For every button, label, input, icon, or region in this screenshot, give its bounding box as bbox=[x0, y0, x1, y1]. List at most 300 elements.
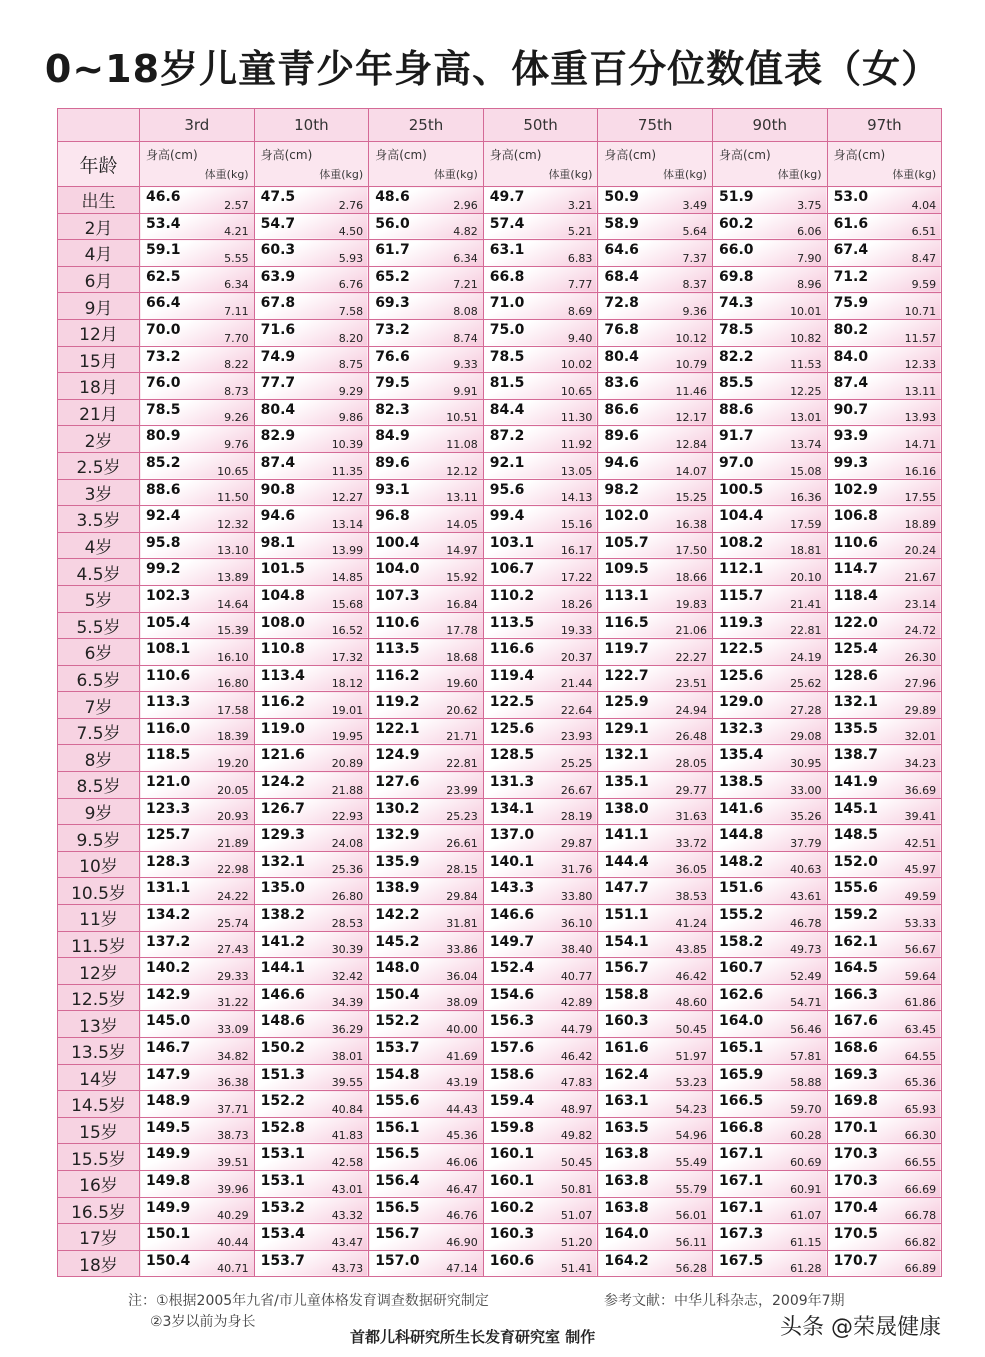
height-weight-subheader bbox=[140, 142, 255, 187]
weight-value: 21.67 bbox=[904, 570, 937, 584]
height-value: 123.3 bbox=[146, 800, 191, 817]
age-cell: 15月 bbox=[58, 346, 140, 373]
height-value: 132.3 bbox=[718, 720, 764, 737]
weight-value: 8.96 bbox=[797, 278, 822, 292]
height-value: 95.6 bbox=[489, 481, 525, 498]
value-cell bbox=[598, 905, 713, 932]
value-cell bbox=[483, 984, 598, 1011]
value-cell bbox=[369, 532, 484, 559]
height-value: 66.4 bbox=[146, 295, 181, 312]
weight-value: 17.58 bbox=[217, 703, 249, 717]
weight-value: 21.06 bbox=[675, 624, 707, 638]
weight-value: 16.10 bbox=[217, 650, 249, 664]
table-row bbox=[58, 240, 942, 267]
weight-value: 3.75 bbox=[797, 198, 822, 212]
weight-value: 56.28 bbox=[675, 1262, 707, 1276]
table-row bbox=[58, 1197, 942, 1224]
weight-value: 8.37 bbox=[682, 278, 707, 292]
weight-value: 18.66 bbox=[675, 570, 707, 584]
weight-value: 40.00 bbox=[446, 1023, 478, 1036]
weight-value: 54.71 bbox=[790, 996, 822, 1010]
weight-value: 18.26 bbox=[560, 597, 593, 611]
weight-value: 49.59 bbox=[904, 890, 937, 904]
value-cell bbox=[369, 1224, 484, 1251]
height-value: 152.8 bbox=[260, 1119, 305, 1136]
value-cell bbox=[140, 1224, 255, 1251]
table-row bbox=[58, 612, 942, 639]
value-cell bbox=[598, 1011, 713, 1038]
weight-value: 43.61 bbox=[790, 890, 822, 904]
weight-value: 2.57 bbox=[224, 198, 249, 212]
weight-value: 29.08 bbox=[790, 730, 822, 744]
height-value: 102.0 bbox=[604, 508, 649, 525]
height-value: 46.6 bbox=[146, 189, 181, 205]
weight-value: 28.15 bbox=[446, 863, 478, 877]
height-value: 167.6 bbox=[833, 1013, 878, 1030]
weight-value: 38.09 bbox=[446, 996, 478, 1010]
percentile-header-row bbox=[58, 109, 942, 142]
weight-value: 13.74 bbox=[790, 437, 822, 451]
value-cell bbox=[369, 1117, 484, 1144]
weight-value: 16.17 bbox=[560, 544, 593, 558]
weight-label: 体重(kg) bbox=[433, 168, 478, 181]
height-value: 87.4 bbox=[833, 375, 869, 392]
height-value: 121.0 bbox=[146, 774, 191, 791]
value-cell bbox=[140, 851, 255, 878]
height-value: 102.3 bbox=[146, 587, 191, 604]
weight-value: 10.65 bbox=[217, 464, 249, 478]
value-cell bbox=[827, 1011, 942, 1038]
height-value: 104.0 bbox=[375, 561, 420, 578]
table-row bbox=[58, 213, 942, 240]
weight-value: 18.68 bbox=[446, 650, 478, 664]
value-cell bbox=[254, 426, 369, 453]
value-cell bbox=[712, 772, 827, 799]
height-value: 153.1 bbox=[260, 1172, 305, 1189]
weight-value: 15.16 bbox=[560, 517, 593, 531]
table-row bbox=[58, 745, 942, 772]
value-cell bbox=[712, 346, 827, 373]
value-cell bbox=[140, 1091, 255, 1118]
height-value: 53.0 bbox=[833, 189, 869, 205]
weight-value: 66.30 bbox=[904, 1129, 937, 1143]
age-cell: 12月 bbox=[58, 319, 140, 346]
weight-value: 19.83 bbox=[675, 597, 707, 611]
value-cell bbox=[827, 1038, 942, 1065]
table-row bbox=[58, 346, 942, 373]
value-cell bbox=[140, 931, 255, 958]
table-row bbox=[58, 905, 942, 932]
height-value: 135.1 bbox=[604, 774, 649, 791]
height-value: 147.9 bbox=[146, 1066, 191, 1083]
value-cell bbox=[598, 187, 713, 214]
value-cell bbox=[712, 1144, 827, 1171]
weight-value: 43.01 bbox=[331, 1182, 364, 1196]
table-row bbox=[58, 1091, 942, 1118]
weight-value: 8.20 bbox=[338, 331, 364, 345]
value-cell bbox=[483, 532, 598, 559]
weight-value: 43.47 bbox=[331, 1235, 364, 1249]
weight-value: 66.78 bbox=[904, 1209, 937, 1223]
age-cell: 9.5岁 bbox=[58, 825, 140, 852]
weight-value: 26.48 bbox=[675, 730, 707, 744]
value-cell bbox=[598, 506, 713, 533]
weight-value: 40.44 bbox=[217, 1235, 249, 1249]
value-cell bbox=[254, 1064, 369, 1091]
value-cell bbox=[140, 1038, 255, 1065]
weight-value: 21.88 bbox=[331, 783, 364, 797]
table-row bbox=[58, 426, 942, 453]
value-cell bbox=[712, 718, 827, 745]
value-cell bbox=[712, 825, 827, 852]
weight-value: 39.41 bbox=[904, 810, 937, 824]
value-cell bbox=[483, 692, 598, 719]
height-value: 164.5 bbox=[833, 960, 878, 977]
value-cell bbox=[827, 479, 942, 506]
height-value: 88.6 bbox=[146, 481, 181, 498]
weight-value: 8.08 bbox=[453, 304, 478, 318]
value-cell bbox=[140, 1064, 255, 1091]
height-value: 145.1 bbox=[833, 800, 878, 817]
height-value: 163.1 bbox=[604, 1093, 649, 1110]
corner-cell bbox=[58, 109, 140, 142]
height-value: 137.0 bbox=[489, 827, 535, 844]
height-value: 154.8 bbox=[375, 1066, 420, 1083]
value-cell bbox=[827, 293, 942, 320]
percentile-table bbox=[57, 108, 942, 1277]
height-value: 110.2 bbox=[489, 587, 535, 604]
weight-value: 11.08 bbox=[446, 437, 478, 451]
value-cell bbox=[598, 878, 713, 905]
height-value: 113.4 bbox=[260, 667, 305, 684]
height-value: 162.4 bbox=[604, 1066, 649, 1083]
value-cell bbox=[483, 426, 598, 453]
value-cell bbox=[598, 585, 713, 612]
value-cell bbox=[140, 479, 255, 506]
weight-value: 53.23 bbox=[675, 1076, 707, 1090]
value-cell bbox=[369, 1011, 484, 1038]
value-cell bbox=[140, 718, 255, 745]
height-value: 158.8 bbox=[604, 986, 649, 1003]
age-cell: 11岁 bbox=[58, 905, 140, 932]
value-cell bbox=[598, 452, 713, 479]
value-cell bbox=[598, 293, 713, 320]
weight-value: 30.39 bbox=[331, 943, 364, 957]
height-value: 163.5 bbox=[604, 1119, 649, 1136]
value-cell bbox=[598, 1091, 713, 1118]
height-value: 80.9 bbox=[146, 428, 181, 445]
value-cell bbox=[140, 772, 255, 799]
height-value: 88.6 bbox=[718, 401, 754, 418]
weight-value: 20.37 bbox=[560, 650, 593, 664]
weight-value: 19.01 bbox=[331, 703, 364, 717]
height-value: 84.9 bbox=[375, 428, 410, 445]
value-cell bbox=[254, 585, 369, 612]
weight-value: 56.01 bbox=[675, 1209, 707, 1223]
age-cell: 10.5岁 bbox=[58, 878, 140, 905]
value-cell bbox=[140, 665, 255, 692]
height-value: 142.2 bbox=[375, 907, 420, 924]
weight-value: 9.36 bbox=[682, 304, 707, 318]
height-value: 151.3 bbox=[260, 1066, 305, 1083]
value-cell bbox=[254, 1117, 369, 1144]
value-cell bbox=[369, 798, 484, 825]
value-cell bbox=[827, 240, 942, 267]
height-value: 94.6 bbox=[260, 508, 296, 525]
height-value: 74.3 bbox=[718, 295, 754, 312]
height-value: 67.8 bbox=[260, 295, 296, 312]
weight-value: 60.91 bbox=[790, 1182, 822, 1196]
value-cell bbox=[140, 240, 255, 267]
weight-value: 42.58 bbox=[331, 1155, 364, 1169]
value-cell bbox=[483, 931, 598, 958]
weight-value: 16.80 bbox=[217, 677, 249, 691]
weight-value: 25.36 bbox=[331, 863, 364, 877]
value-cell bbox=[827, 1224, 942, 1251]
table-row bbox=[58, 319, 942, 346]
height-value: 98.2 bbox=[604, 481, 639, 498]
height-value: 167.1 bbox=[718, 1146, 764, 1163]
weight-value: 18.89 bbox=[904, 517, 937, 531]
height-label: 身高(cm) bbox=[375, 148, 427, 162]
value-cell bbox=[483, 293, 598, 320]
weight-value: 7.77 bbox=[567, 278, 593, 292]
weight-value: 23.93 bbox=[560, 730, 593, 744]
height-value: 76.8 bbox=[604, 321, 639, 338]
weight-value: 13.01 bbox=[790, 411, 822, 425]
value-cell bbox=[369, 585, 484, 612]
weight-value: 13.99 bbox=[331, 544, 364, 558]
weight-value: 47.83 bbox=[560, 1076, 593, 1090]
height-value: 106.8 bbox=[833, 508, 878, 525]
weight-value: 6.34 bbox=[453, 251, 478, 265]
weight-value: 15.25 bbox=[675, 491, 707, 505]
table-row bbox=[58, 772, 942, 799]
height-value: 160.3 bbox=[604, 1013, 649, 1030]
weight-value: 16.84 bbox=[446, 597, 478, 611]
age-cell: 9岁 bbox=[58, 798, 140, 825]
weight-value: 6.76 bbox=[338, 278, 364, 292]
value-cell bbox=[827, 452, 942, 479]
age-cell: 12岁 bbox=[58, 958, 140, 985]
value-cell bbox=[254, 213, 369, 240]
weight-value: 50.45 bbox=[560, 1155, 593, 1169]
height-value: 82.3 bbox=[375, 401, 410, 418]
height-value: 170.1 bbox=[833, 1119, 878, 1136]
height-value: 57.4 bbox=[489, 215, 525, 232]
height-value: 64.6 bbox=[604, 242, 639, 259]
height-value: 62.5 bbox=[146, 268, 181, 285]
height-value: 90.8 bbox=[260, 481, 296, 498]
weight-value: 24.94 bbox=[675, 703, 707, 717]
value-cell bbox=[369, 426, 484, 453]
value-cell bbox=[598, 479, 713, 506]
weight-value: 43.85 bbox=[675, 943, 707, 957]
height-value: 166.3 bbox=[833, 986, 878, 1003]
height-value: 80.4 bbox=[260, 401, 296, 418]
value-cell bbox=[827, 559, 942, 586]
height-value: 112.1 bbox=[718, 561, 764, 578]
height-value: 59.1 bbox=[146, 242, 181, 259]
weight-value: 38.73 bbox=[217, 1129, 249, 1143]
height-value: 128.5 bbox=[489, 747, 535, 764]
value-cell bbox=[369, 1091, 484, 1118]
height-value: 54.7 bbox=[260, 215, 296, 232]
height-value: 51.9 bbox=[718, 189, 754, 205]
value-cell bbox=[254, 399, 369, 426]
height-value: 156.7 bbox=[375, 1226, 420, 1243]
height-value: 77.7 bbox=[260, 375, 296, 392]
age-cell: 6.5岁 bbox=[58, 665, 140, 692]
weight-value: 10.82 bbox=[790, 331, 822, 345]
value-cell bbox=[254, 931, 369, 958]
age-cell: 14岁 bbox=[58, 1064, 140, 1091]
value-cell bbox=[598, 931, 713, 958]
height-value: 131.3 bbox=[489, 774, 535, 791]
weight-value: 23.99 bbox=[446, 783, 478, 797]
height-value: 58.9 bbox=[604, 215, 639, 232]
value-cell bbox=[483, 1038, 598, 1065]
weight-value: 59.70 bbox=[790, 1102, 822, 1116]
value-cell bbox=[712, 1038, 827, 1065]
height-value: 146.6 bbox=[260, 986, 305, 1003]
weight-value: 8.73 bbox=[224, 384, 249, 398]
weight-value: 18.81 bbox=[790, 544, 822, 558]
weight-value: 14.07 bbox=[675, 464, 707, 478]
weight-value: 42.89 bbox=[560, 996, 593, 1010]
height-value: 114.7 bbox=[833, 561, 878, 578]
height-value: 141.6 bbox=[718, 800, 764, 817]
value-cell bbox=[254, 612, 369, 639]
value-cell bbox=[483, 559, 598, 586]
weight-value: 21.71 bbox=[446, 730, 478, 744]
value-cell bbox=[712, 692, 827, 719]
height-value: 162.6 bbox=[718, 986, 764, 1003]
age-cell: 15岁 bbox=[58, 1117, 140, 1144]
weight-value: 55.49 bbox=[675, 1155, 707, 1169]
value-cell bbox=[827, 1170, 942, 1197]
weight-value: 36.10 bbox=[560, 916, 593, 930]
weight-value: 39.96 bbox=[217, 1182, 249, 1196]
weight-value: 22.64 bbox=[560, 703, 593, 717]
height-value: 116.5 bbox=[604, 614, 649, 631]
height-value: 125.6 bbox=[489, 720, 535, 737]
height-value: 149.5 bbox=[146, 1119, 191, 1136]
weight-value: 43.73 bbox=[331, 1262, 364, 1276]
height-value: 164.0 bbox=[718, 1013, 764, 1030]
weight-value: 11.53 bbox=[790, 358, 822, 372]
height-value: 131.1 bbox=[146, 880, 191, 897]
value-cell bbox=[369, 1197, 484, 1224]
value-cell bbox=[827, 1197, 942, 1224]
weight-value: 40.71 bbox=[217, 1262, 249, 1276]
weight-value: 22.81 bbox=[446, 757, 478, 771]
weight-value: 7.37 bbox=[682, 251, 707, 265]
value-cell bbox=[140, 399, 255, 426]
weight-value: 5.21 bbox=[567, 225, 593, 239]
value-cell bbox=[483, 240, 598, 267]
value-cell bbox=[483, 479, 598, 506]
value-cell bbox=[140, 1144, 255, 1171]
value-cell bbox=[712, 745, 827, 772]
weight-value: 31.22 bbox=[217, 996, 249, 1010]
height-value: 162.1 bbox=[833, 933, 878, 950]
height-value: 122.0 bbox=[833, 614, 878, 631]
age-cell: 21月 bbox=[58, 399, 140, 426]
height-value: 167.1 bbox=[718, 1199, 764, 1216]
table-row bbox=[58, 984, 942, 1011]
value-cell bbox=[483, 1117, 598, 1144]
height-value: 92.1 bbox=[489, 454, 525, 471]
value-cell bbox=[483, 745, 598, 772]
value-cell bbox=[369, 319, 484, 346]
height-value: 160.7 bbox=[718, 960, 764, 977]
height-value: 153.7 bbox=[375, 1040, 420, 1056]
value-cell bbox=[254, 692, 369, 719]
weight-value: 13.11 bbox=[904, 384, 937, 398]
value-cell bbox=[827, 373, 942, 400]
height-value: 115.7 bbox=[718, 587, 764, 604]
weight-value: 24.72 bbox=[904, 624, 937, 638]
height-value: 124.2 bbox=[260, 774, 305, 791]
height-value: 152.2 bbox=[375, 1013, 420, 1030]
weight-value: 16.36 bbox=[790, 491, 822, 505]
value-cell bbox=[827, 399, 942, 426]
value-cell bbox=[254, 240, 369, 267]
height-value: 166.8 bbox=[718, 1119, 764, 1136]
height-value: 155.6 bbox=[375, 1093, 420, 1110]
value-cell bbox=[598, 346, 713, 373]
value-cell bbox=[827, 187, 942, 214]
age-cell: 3.5岁 bbox=[58, 506, 140, 533]
value-cell bbox=[254, 1170, 369, 1197]
value-cell bbox=[483, 878, 598, 905]
height-value: 140.2 bbox=[146, 960, 191, 977]
weight-value: 26.30 bbox=[904, 650, 937, 664]
value-cell bbox=[827, 1144, 942, 1171]
value-cell bbox=[827, 639, 942, 666]
height-value: 63.1 bbox=[489, 242, 525, 259]
height-value: 128.3 bbox=[146, 853, 191, 870]
weight-value: 26.67 bbox=[560, 783, 593, 797]
height-value: 159.4 bbox=[489, 1093, 535, 1110]
height-label: 身高(cm) bbox=[489, 148, 542, 162]
age-cell: 17岁 bbox=[58, 1224, 140, 1251]
table-row bbox=[58, 532, 942, 559]
value-cell bbox=[254, 639, 369, 666]
value-cell bbox=[254, 1144, 369, 1171]
weight-value: 36.29 bbox=[331, 1023, 364, 1036]
height-value: 113.5 bbox=[489, 614, 535, 631]
value-cell bbox=[369, 293, 484, 320]
table-row bbox=[58, 399, 942, 426]
weight-value: 11.46 bbox=[675, 384, 707, 398]
height-value: 105.4 bbox=[146, 614, 191, 631]
height-value: 138.5 bbox=[718, 774, 764, 791]
height-value: 144.1 bbox=[260, 960, 305, 977]
value-cell bbox=[369, 479, 484, 506]
weight-value: 46.90 bbox=[446, 1235, 478, 1249]
value-cell bbox=[140, 639, 255, 666]
value-cell bbox=[483, 1144, 598, 1171]
weight-value: 19.33 bbox=[560, 624, 593, 638]
height-value: 48.6 bbox=[375, 189, 410, 205]
height-value: 87.2 bbox=[489, 428, 525, 445]
age-cell: 18月 bbox=[58, 373, 140, 400]
value-cell bbox=[254, 745, 369, 772]
height-value: 90.7 bbox=[833, 401, 869, 418]
value-cell bbox=[827, 905, 942, 932]
